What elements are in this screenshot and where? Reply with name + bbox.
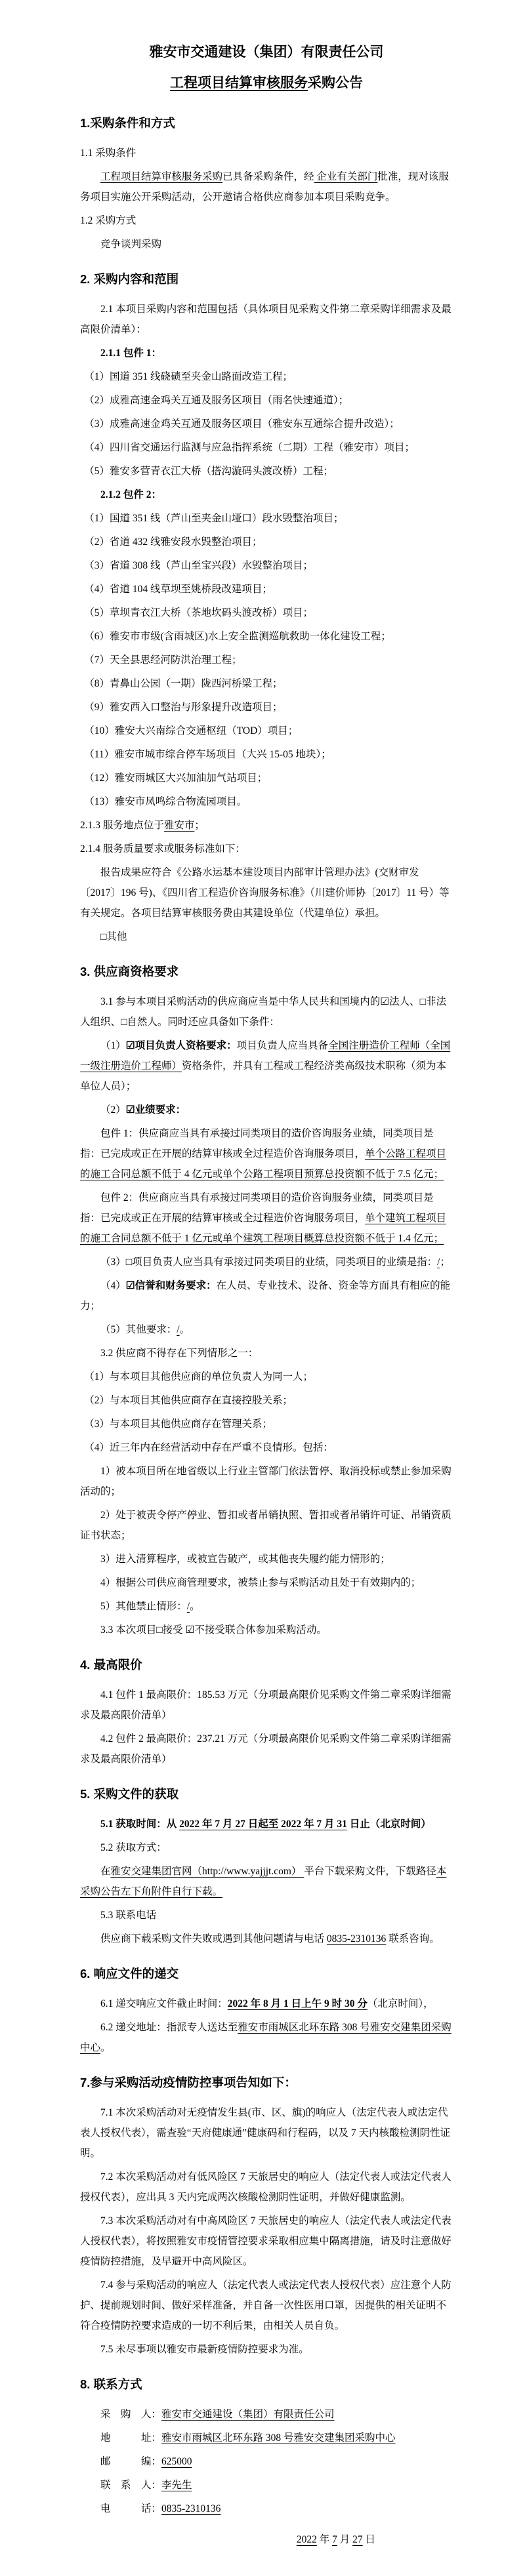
text-run: 日止（北京时间） (346, 1819, 431, 1830)
text-run: 5.1 获取时间：从 (100, 1819, 180, 1830)
text-run: 采 购 人： (100, 2409, 162, 2420)
underlined-text: 雅安市 (163, 820, 195, 831)
paragraph (80, 1838, 453, 1858)
text-run: 资格条件，并具有工程或工程经济类高级技术职称（须为本单位人员）； (80, 1060, 447, 1092)
text-run: 7.5 未尽事项以雅安市最新疫情防控要求为准。 (100, 2344, 309, 2355)
text-run: 已具备采购条件，经 (222, 171, 314, 182)
text-run: （9）雅安西入口整治与形象提升改造项目； (84, 702, 283, 713)
text-run: 3.2 供应商不得存在下列情形之一： (100, 1348, 259, 1359)
contact-row (80, 2475, 453, 2495)
underlined-text: 雅安市交通建设（集团）有限责任公司 (161, 2409, 335, 2420)
paragraph (80, 1343, 453, 1363)
text-run: ； (440, 1257, 450, 1268)
list-item (80, 532, 453, 552)
underlined-text: 工程项目结算审核服务 (170, 75, 308, 91)
paragraph (80, 143, 453, 163)
paragraph (80, 1461, 453, 1502)
text-run: 电 话： (100, 2503, 162, 2514)
list-item (80, 461, 453, 481)
text-run: （13）雅安市凤鸣综合物流园项目。 (84, 796, 247, 807)
text-run: （4）近三年内在经营活动中存在严重不良情形。包括： (84, 1442, 333, 1453)
list-item (80, 1438, 453, 1458)
text-run: 年 (316, 2534, 333, 2545)
contact-row (80, 2451, 453, 2472)
underlined-text: 2022 年 7 月 27 日起至 2022 年 7 月 31 (179, 1819, 347, 1830)
text-run: 5）其他禁止情形： (100, 1601, 187, 1612)
list-item (80, 768, 453, 788)
paragraph (80, 1685, 453, 1725)
text-run: （2）成雅高速金鸡关互通及服务区项目（雨名快速通道）； (84, 395, 349, 406)
text-run: （8）青鼻山公园（一期）陇西河桥梁工程； (84, 678, 283, 689)
text-run: 报告成果应符合《公路水运基本建设项目内部审计管理办法》(交财审发〔2017〕196 号)、《四川省工程造价咨询服务标准》（川建价师协〔2017〕11 号）等有关规定。各项目结算审核服务费由其建设单位（代建单位）承担。 (80, 867, 450, 919)
paragraph (80, 2017, 453, 2058)
underlined-text: 雅安市雨城区北环东路 308 号雅安交建集团采购中心 (80, 2022, 452, 2053)
text-run: 4.2 包件 2 最高限价：237.21 万元（分项最高限价见采购文件第二章采购详细需求及最高限价清单） (80, 1733, 452, 1765)
underlined-text: 企业有关部门 (314, 171, 378, 182)
text-run: （2） (100, 1104, 126, 1116)
paragraph (80, 1319, 453, 1340)
text-run: 项目负责人应当具备 (236, 1040, 329, 1051)
text-run: （1）国道 351 线（芦山至夹金山垭口）段水毁整治项目； (84, 513, 344, 524)
text-run: 7.2 本次采购活动对有低风险区 7 天旅居史的响应人（法定代表人或法定代表人授权代表），应出具 3 天内完成两次核酸检测阴性证明，并做好健康监测。 (80, 2171, 452, 2203)
text-run: （4） (100, 1280, 126, 1291)
text-run: 包件 2：供应商应当具有承接过同类项目的造价咨询服务业绩，同类项目是指：已完成或正在开展的结算审核或全过程造价咨询服务项目， (80, 1192, 434, 1224)
text-run: 雅安市交通建设（集团）有限责任公司 (149, 45, 384, 60)
paragraph (80, 1123, 453, 1184)
paragraph (80, 1729, 453, 1769)
underlined-text: / (177, 1324, 180, 1335)
underlined-text: 2022 年 8 月 1 日上午 9 时 30 分 (227, 1998, 368, 2009)
list-item (80, 508, 453, 529)
text-run: 7.参与采购活动疫情防控事项告知如下： (80, 2076, 297, 2089)
text-run: 平台下载采购文件，下载路径 (304, 1866, 436, 1877)
text-run: （3）与本项目其他供应商存在管理关系； (84, 1419, 272, 1430)
text-run: 2）处于被责令停产停业、暂扣或者吊销执照、暂扣或者吊销许可证、吊销资质证书状态； (80, 1510, 452, 1541)
text-run: 2.1.4 服务质量要求或服务标准如下： (80, 843, 245, 855)
text-run: 6.1 递交响应文件截止时间： (100, 1998, 228, 2009)
underlined-text: 李先生 (161, 2480, 192, 2491)
date-line (80, 2529, 453, 2550)
text-run: 采购公告 (308, 75, 363, 91)
text-run: 1.1 采购条件 (80, 148, 136, 159)
text-run: 3.1 参与本项目采购活动的供应商应当是中华人民共和国境内的☑法人、□非法人组织、□自然人。同时还应具备如下条件： (80, 996, 447, 1028)
text-run: 6.2 递交地址：指派专人送达至 (100, 2022, 238, 2033)
text-run: 。 (100, 2042, 111, 2053)
text-run: 1）被本项目所在地省级以上行业主管部门依法暂停、取消投标或禁止参加采购活动的； (80, 1466, 452, 1497)
doc-title-line (80, 68, 453, 98)
text-run: （5）草坝青衣江大桥（茶地坎码头渡改桥）项目； (84, 607, 313, 618)
paragraph (80, 1252, 453, 1272)
text-run: （1） (100, 1040, 126, 1051)
text-run: ☑业绩要求： (125, 1104, 186, 1116)
list-item (80, 555, 453, 576)
paragraph (80, 2167, 453, 2207)
text-run: （3）省道 308 线（芦山至宝兴段）水毁整治项目； (84, 560, 313, 571)
paragraph (80, 234, 453, 254)
paragraph (80, 2339, 453, 2360)
paragraph (80, 992, 453, 1032)
paragraph (80, 862, 453, 923)
text-run: 6. 响应文件的递交 (80, 1967, 179, 1981)
text-run: （5）雅安多营青衣江大桥（搭沟漩码头渡改桥）工程； (84, 466, 333, 477)
text-run: 。 (190, 1601, 200, 1612)
list-item (80, 650, 453, 670)
paragraph (80, 815, 453, 835)
text-run: 2.1.1 包件 1： (100, 348, 162, 359)
section-heading (80, 268, 453, 291)
text-run: 月 (337, 2534, 353, 2545)
section-heading (80, 960, 453, 984)
underlined-text: 本采购公告左下角附件自行下载。 (80, 1866, 447, 1897)
text-run: 联 系 人： (100, 2480, 162, 2491)
paragraph (80, 2275, 453, 2336)
text-run: 3）进入清算程序，或被宣告破产，或其他丧失履约能力情形的； (100, 1554, 390, 1565)
text-run: 在人员、专业技术、设备、资金等方面具有相应的能力； (80, 1280, 451, 1312)
text-run: 8. 联系方式 (80, 2377, 142, 2391)
text-run: ☑项目负责人资格要求： (125, 1040, 237, 1051)
paragraph (80, 1036, 453, 1097)
list-item (80, 414, 453, 434)
list-item (80, 721, 453, 741)
text-run: 5. 采购文件的获取 (80, 1787, 179, 1801)
text-run: （7）天全县思经河防洪治理工程； (84, 654, 242, 666)
text-run: 1.2 采购方式 (80, 215, 136, 226)
contact-row (80, 2428, 453, 2448)
text-run: 批准，现对该服务项目实施公开采购活动，公开邀请合格供应商参加本项目采购竞争。 (80, 171, 449, 203)
underlined-text: 单个建筑工程项目的施工合同总额不低于 1 亿元或单个建筑工程项目概算总投资额不低于 1.4 亿元； (80, 1213, 447, 1244)
section-heading (80, 1782, 453, 1806)
paragraph (80, 1505, 453, 1546)
text-run: 地 址： (100, 2432, 162, 2444)
text-run: 7.1 本次采购活动对无疫情发生县(市、区、旗)的响应人（法定代表人或法定代表人授权代表），需查验“天府健康通”健康码和行程码，以及 7 天内核酸检测阴性证明。 (80, 2107, 451, 2159)
text-run: （3）成雅高速金鸡关互通及服务区项目（雅安东互通综合提升改造）； (84, 418, 400, 430)
paragraph (80, 1814, 453, 1834)
paragraph (80, 1861, 453, 1902)
paragraph (80, 927, 453, 947)
section-heading (80, 2373, 453, 2396)
text-run: 5.2 获取方式： (100, 1842, 167, 1853)
paragraph (80, 1905, 453, 1925)
text-run: 供应商下载采购文件失败或遇到其他问题请与电话 (100, 1933, 327, 1944)
paragraph (80, 2103, 453, 2163)
text-run: 2.1 本项目采购内容和范围包括（具体项目见采购文件第二章采购详细需求及最高限价清单）： (80, 304, 452, 335)
contact-row (80, 2499, 453, 2519)
list-item (80, 792, 453, 812)
text-run: （2）与本项目其他供应商存在直接控股关系； (84, 1395, 293, 1406)
text-run: 邮 编： (100, 2456, 162, 2467)
underlined-text: / (186, 1601, 190, 1612)
text-run: 2. 采购内容和范围 (80, 272, 179, 286)
text-run: ； (194, 820, 205, 831)
paragraph (80, 839, 453, 859)
underlined-text: 全国注册造价工程师（全国一级注册造价工程师） (80, 1040, 451, 1072)
paragraph (80, 211, 453, 231)
text-run: 。 (179, 1324, 190, 1335)
underlined-text: 625000 (161, 2456, 192, 2467)
paragraph (80, 299, 453, 340)
text-run: 2.1.2 包件 2： (100, 489, 162, 500)
text-run: 包件 1：供应商应当具有承接过同类项目的造价咨询服务业绩，同类项目是指：已完成或正在开展的结算审核或全过程造价咨询服务项目， (80, 1128, 434, 1159)
text-run: 日 (362, 2534, 375, 2545)
section-heading (80, 1653, 453, 1677)
section-heading (80, 2071, 453, 2095)
text-run: （1）与本项目其他供应商的单位负责人为同一人； (84, 1371, 313, 1382)
text-run: 5.3 联系电话 (100, 1910, 157, 1921)
text-run: （3）□项目负责人应当具有承接过同类项目的业绩，同类项目的业绩是指： (100, 1257, 438, 1268)
text-run: （10）雅安大兴南综合交通枢纽（TOD）项目； (84, 725, 299, 736)
underlined-text: 雅安市雨城区北环东路 308 号雅安交建集团采购中心 (161, 2432, 396, 2444)
paragraph (80, 167, 453, 207)
underlined-text: 2022 (296, 2534, 317, 2545)
paragraph (80, 1549, 453, 1569)
underlined-text: / (437, 1257, 440, 1268)
list-item (80, 1390, 453, 1411)
underlined-text: 7 (332, 2534, 337, 2545)
text-run: □其他 (100, 931, 127, 942)
text-run: （5）其他要求： (100, 1324, 177, 1335)
text-run: 3. 供应商资格要求 (80, 965, 179, 978)
list-item (80, 437, 453, 458)
section-heading (80, 111, 453, 135)
text-run: （北京时间）， (367, 1998, 434, 2009)
text-run: 4.1 包件 1 最高限价：185.53 万元（分项最高限价见采购文件第二章采购详细需求及最高限价清单） (80, 1689, 452, 1721)
text-run: 1.采购条件和方式 (80, 116, 175, 130)
list-item (80, 697, 453, 717)
list-item (80, 1414, 453, 1434)
text-run: （2）省道 432 线雅安段水毁整治项目； (84, 536, 262, 548)
paragraph (80, 485, 453, 505)
text-run: 联系咨询。 (386, 1933, 440, 1944)
text-run: 7.4 参与采购活动的响应人（法定代表人或法定代表人授权代表）应注意个人防护、提前规划时间、做好采样准备，并自备一次性医用口罩，因提供的相关证明不符合疫情防控要求造成的一切不利后果，由相关人员自负。 (80, 2280, 452, 2331)
text-run: 3.3 本次项目□接受 ☑不接受联合体参加采购活动。 (100, 1624, 327, 1636)
text-run: （6）雅安市市级(含雨城区)水上安全监测巡航救助一体化建设工程； (84, 631, 391, 642)
text-run: （4）四川省交通运行监测与应急指挥系统（二期）工程（雅安市）项目； (84, 442, 415, 453)
text-run: 在 (100, 1866, 111, 1877)
text-run: （11）雅安市城市综合停车场项目（大兴 15-05 地块）； (84, 749, 331, 760)
paragraph (80, 1100, 453, 1120)
doc-title-line (80, 37, 453, 68)
underlined-text: 0835-2310136 (326, 1933, 387, 1944)
text-run: 7.3 本次采购活动对有中高风险区 7 天旅居史的响应人（法定代表人或法定代表人授权代表），将按照雅安市疫情管控要求采取相应集中隔离措施，请及时注意做好疫情防控措施，及早避开中高风险区。 (80, 2215, 452, 2267)
paragraph (80, 1573, 453, 1593)
paragraph (80, 1994, 453, 2014)
list-item (80, 603, 453, 623)
text-run: 4）根据公司供应商管理要求，被禁止参与采购活动且处于有效期内的； (100, 1577, 421, 1588)
list-item (80, 674, 453, 694)
paragraph (80, 1188, 453, 1249)
section-heading (80, 1962, 453, 1986)
paragraph (80, 1276, 453, 1316)
paragraph (80, 1596, 453, 1617)
underlined-text: 0835-2310136 (161, 2503, 221, 2514)
underlined-text: 雅安交建集团官网（http://www.yajjjt.com） (110, 1866, 304, 1877)
paragraph (80, 343, 453, 363)
underlined-text: 单个公路工程项目的施工合同总额不低于 4 亿元或单个公路工程项目预算总投资额不低于 7.5 亿元； (80, 1148, 447, 1180)
list-item (80, 1367, 453, 1387)
paragraph (80, 1620, 453, 1640)
list-item (80, 390, 453, 411)
list-item (80, 626, 453, 647)
list-item (80, 579, 453, 599)
paragraph (80, 2211, 453, 2272)
underlined-text: 工程项目结算审核服务采购 (100, 171, 223, 182)
text-run: （1）国道 351 线硗碛至夹金山路面改造工程； (84, 371, 293, 382)
text-run: （12）雅安雨城区大兴加油加气站项目； (84, 773, 268, 784)
list-item (80, 744, 453, 765)
list-item (80, 367, 453, 387)
text-run: ☑信誉和财务要求： (125, 1280, 217, 1291)
contact-row (80, 2404, 453, 2425)
paragraph (80, 1929, 453, 1949)
text-run: 4. 最高限价 (80, 1658, 142, 1672)
underlined-text: 27 (352, 2534, 363, 2545)
text-run: 2.1.3 服务地点位于 (80, 820, 164, 831)
text-run: （4）省道 104 线草坝至姚桥段改建项目； (84, 584, 272, 595)
text-run: 竞争谈判采购 (100, 239, 162, 250)
document-content (80, 37, 453, 2550)
